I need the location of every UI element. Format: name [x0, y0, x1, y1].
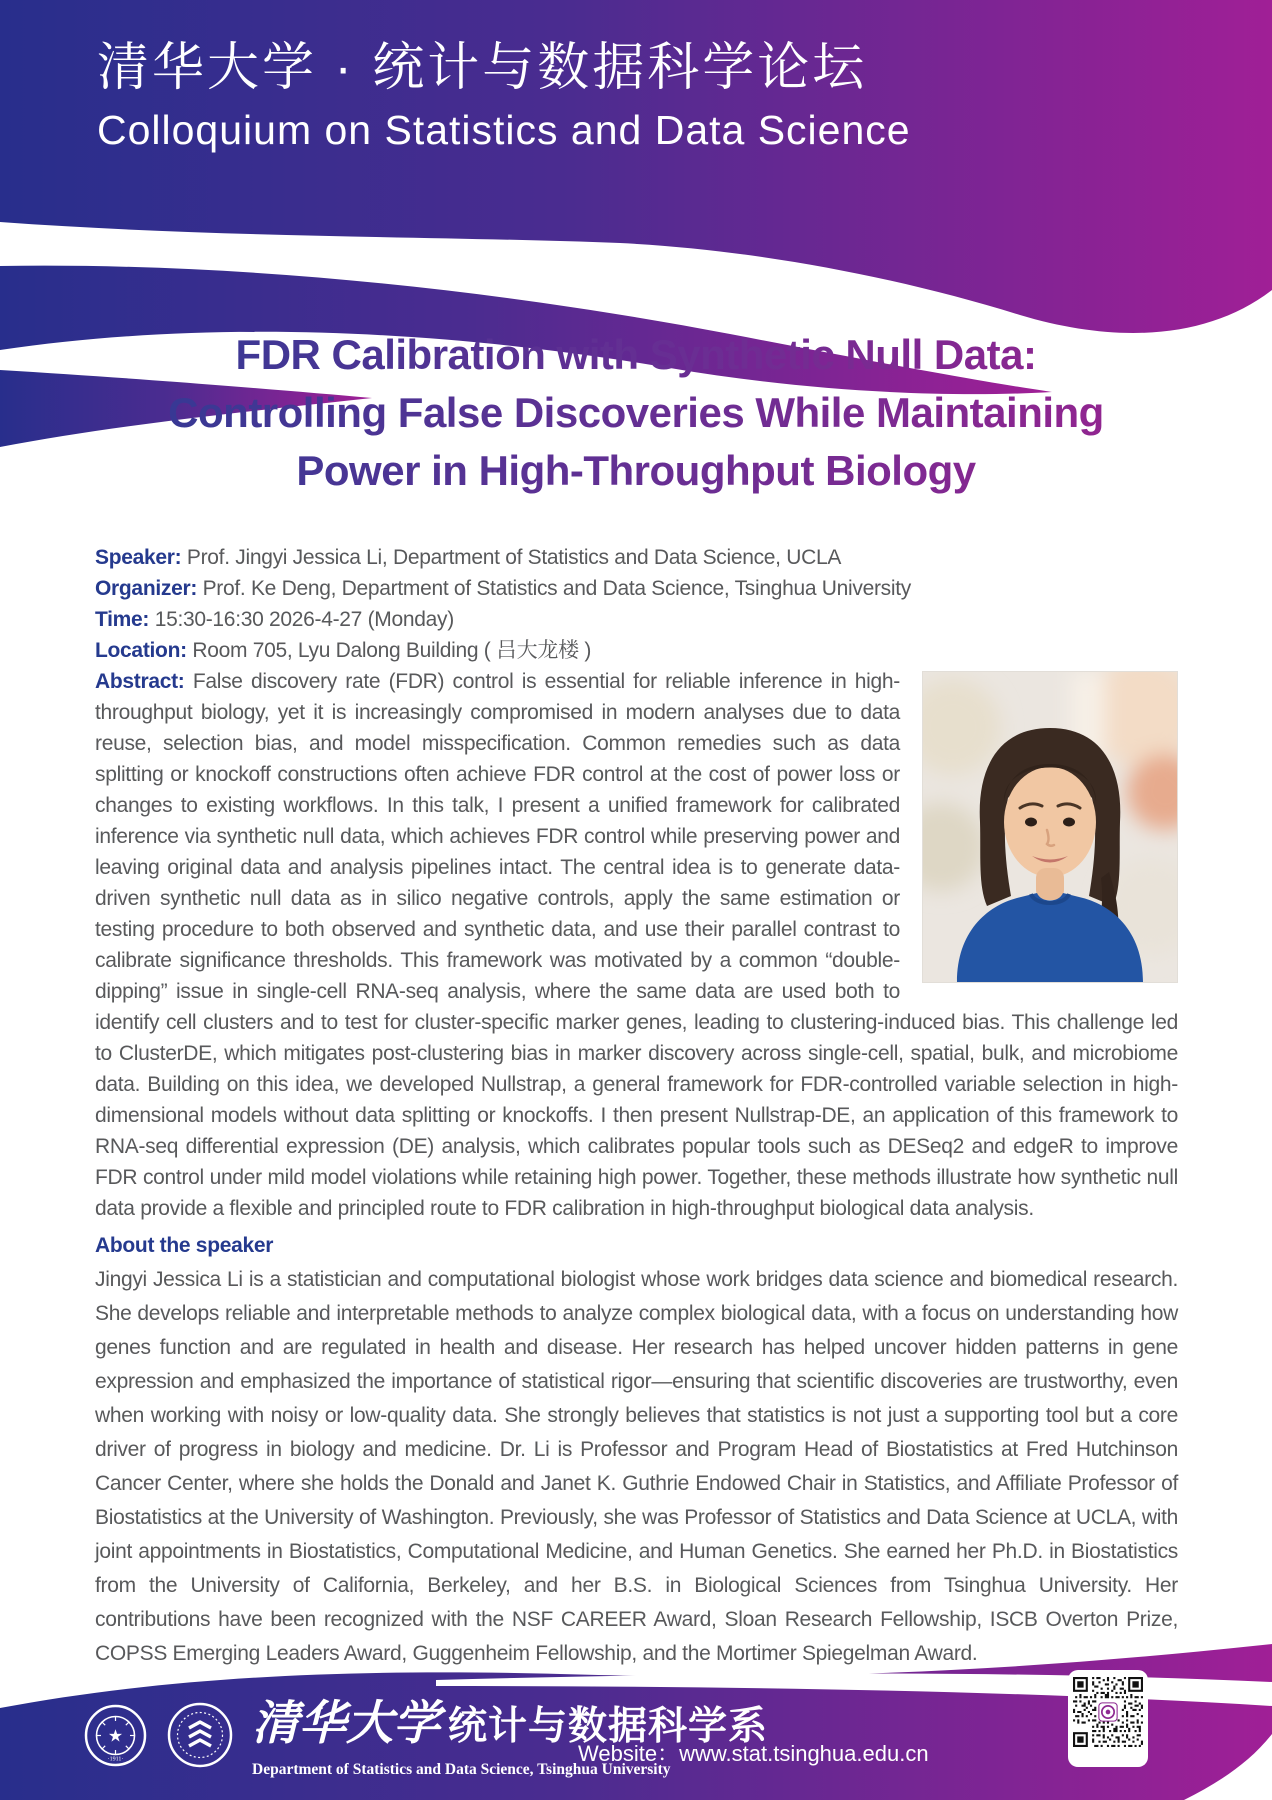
time-value: 15:30-16:30 2026-4-27 (Monday) — [154, 608, 454, 631]
tsinghua-university-seal-icon — [84, 1704, 147, 1772]
talk-title-line-3: Power in High-Throughput Biology — [296, 447, 976, 494]
svg-text:★: ★ — [107, 1726, 124, 1746]
department-seal-icon — [167, 1702, 233, 1773]
website-label: Website： — [578, 1741, 680, 1766]
website-url[interactable]: www.stat.tsinghua.edu.cn — [679, 1741, 929, 1766]
abstract-text: False discovery rate (FDR) control is essential for reliable inference in high-throughput biology, yet it is increasingly compromised in modern analyses due to data reuse, selection bias, and model misspecification. Common remedies such as data splitting or knockoff constructions often achieve FDR control at the cost of power loss or changes to existing workflows. In this talk, I present a unified framework for calibrated inference via synthetic null data, which achieves FDR control while preserving power and leaving original data and analysis pipelines intact. The central idea is to generate data-driven synthetic null data as in silico negative controls, apply the same estimation or testing procedure to both observed and synthetic data, and use their parallel contrast to calibrate significance thresholds. This framework was motivated by a common “double-dipping” issue in single-cell RNA-seq analysis, where the same data are used both to identify cell clusters and to test for cluster-specific marker genes, leading to clustering-induced bias. This challenge led to ClusterDE, which mitigates post-clustering bias in marker discovery across single-cell, spatial, bulk, and microbiome data. Building on this idea, we developed Nullstrap, a general framework for FDR-controlled variable selection in high-dimensional models without data splitting or knockoffs. I then present Nullstrap-DE, an application of this framework to RNA-seq differential expression (DE) analysis, which calibrates popular tools such as DESeq2 and edgeR to improve FDR control under mild model violations while retaining high power. Together, these methods illustrate how synthetic null data provide a flexible and principled route to FDR calibration in high-throughput biological data analysis. — [95, 670, 1178, 1220]
speaker-photo — [922, 671, 1178, 983]
speaker-portrait-illustration — [923, 672, 1177, 982]
department-name-zh-script: 清华大学 — [252, 1698, 440, 1750]
time-label: Time: — [95, 608, 150, 631]
speaker-bio: Jingyi Jessica Li is a statistician and computational biologist whose work bridges data science and biomedical research. She develops reliable and interpretable methods to analyze complex biological data, with a focus on understanding how genes function and are regulated in health and disease. Her research has helped uncover hidden patterns in gene expression and emphasized the importance of statistical rigor—ensuring that scientific discoveries are trustworthy, even when working with noisy or low-quality data. She strongly believes that statistics is not just a supporting tool but a core driver of progress in biology and medicine. Dr. Li is Professor and Program Head of Biostatistics at Fred Hutchinson Cancer Center, where she holds the Donald and Janet K. Guthrie Endowed Chair in Statistics, and Affiliate Professor of Biostatistics at the University of Washington. Previously, she was Professor of Statistics and Data Science at UCLA, with joint appointments in Biostatistics, Computational Medicine, and Human Genetics. She earned her Ph.D. in Biostatistics from the University of California, Berkeley, and her B.S. in Biological Sciences from Tsinghua University. Her contributions have been recognized with the NSF CAREER Award, Sloan Research Fellowship, ISCB Overton Prize, COPSS Emerging Leaders Award, Guggenheim Fellowship, and the Mortimer Spiegelman Award. — [95, 1268, 1178, 1665]
speaker-value: Prof. Jingyi Jessica Li, Department of Statistics and Data Science, UCLA — [186, 546, 842, 569]
time-line — [95, 604, 1178, 635]
location-value: Room 705, Lyu Dalong Building ( 吕大龙楼 ) — [192, 639, 592, 662]
poster-body — [95, 542, 1178, 1671]
masthead — [97, 38, 911, 154]
location-line — [95, 635, 1178, 666]
website-line — [578, 1737, 929, 1768]
department-name-en: Department of Statistics and Data Science, Tsinghua University — [252, 1761, 671, 1778]
abstract-label: Abstract: — [95, 670, 185, 693]
talk-title-line-1: FDR Calibration with Synthetic Null Data: — [235, 331, 1037, 378]
svg-text:·1911·: ·1911· — [107, 1756, 124, 1763]
forum-title-zh: 清华大学 · 统计与数据科学论坛 — [97, 39, 868, 97]
speaker-label: Speaker: — [95, 546, 182, 569]
organizer-value: Prof. Ke Deng, Department of Statistics and Data Science, Tsinghua University — [202, 577, 911, 600]
organizer-label: Organizer: — [95, 577, 198, 600]
talk-title-line-2: Controlling False Discoveries While Maintaining — [168, 389, 1104, 436]
speaker-line — [95, 542, 1178, 573]
department-name-zh-rest: 统计与数据科学系 — [448, 1705, 769, 1748]
forum-title-en: Colloquium on Statistics and Data Science — [97, 107, 911, 153]
about-speaker-heading: About the speaker — [95, 1234, 274, 1257]
organizer-line — [95, 573, 1178, 604]
abstract-paragraph — [95, 666, 1178, 1224]
qr-code — [1068, 1670, 1148, 1767]
location-label: Location: — [95, 639, 187, 662]
talk-title — [0, 326, 1272, 500]
